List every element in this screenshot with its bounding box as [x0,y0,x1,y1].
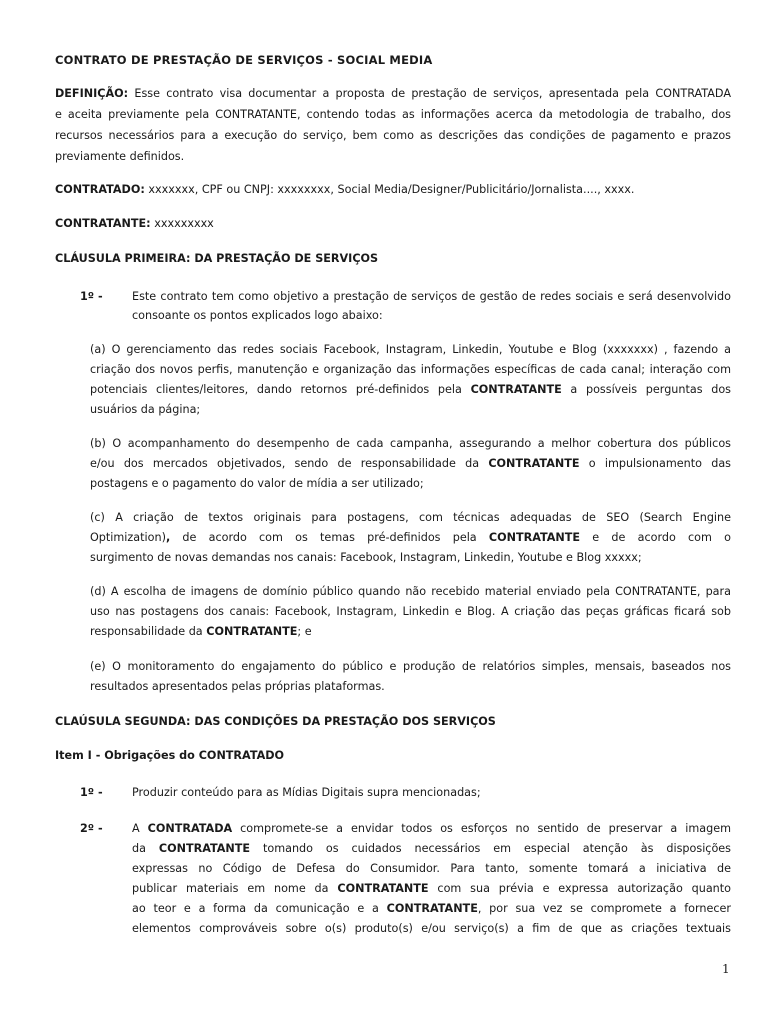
clausula2-item1-number: 1º - [80,786,103,799]
page-number: 1 [722,962,730,976]
item2-l2-text-end: tomando os cuidados necessários em especial atenção às disposições [250,842,732,855]
document-title: CONTRATO DE PRESTAÇÃO DE SERVIÇOS - SOCIAL MEDIA [55,53,433,67]
item-c-comma: , [165,531,171,544]
item-b-text: e/ou dos mercados objetivados, sendo de responsabilidade da [90,457,489,470]
item-d-line-3 [90,621,731,642]
item-a-line-1: (a) O gerenciamento das redes sociais Facebook, Instagram, Linkedin, Youtube e Blog (xxxxxxx) , fazendo a [90,343,731,356]
clausula1-intro-line-2: consoante os pontos explicados logo abaixo: [132,309,383,322]
item2-l4-text-end: com sua prévia e expressa autorização quanto [428,882,732,895]
item2-l4-text: publicar materiais em nome da [132,882,338,895]
item-c-line-3: surgimento de novas demandas nos canais: Facebook, Instagram, Linkedin, Youtube e Blog xxxxx; [90,551,642,564]
item-a-text: potenciais clientes/leitores, dando retornos pré-definidos pela [90,383,471,396]
clausula-primeira-title: CLÁUSULA PRIMEIRA: DA PRESTAÇÃO DE SERVIÇOS [55,252,379,265]
clausula1-intro-line-1: Este contrato tem como objetivo a prestação de serviços de gestão de redes sociais e será desenvolvido [132,290,731,303]
contratante-text: xxxxxxxxx [154,217,214,230]
item-i-heading: Item I - Obrigações do CONTRATADO [55,749,285,762]
item-a-line-4: usuários da página; [90,403,201,416]
item2-l5-contratante: CONTRATANTE [386,902,478,915]
item-a-contratante: CONTRATANTE [470,383,562,396]
item-c-text-end: e de acordo com o [580,531,731,544]
clausula2-item2-number: 2º - [80,822,103,835]
item-c-text: Optimization) [90,531,166,544]
item-c-line-1: (c) A criação de textos originais para postagens, com técnicas adequadas de SEO (Search Engine [90,511,731,524]
item-a-line-3 [90,379,731,400]
clausula2-item2-line-1 [132,818,731,839]
contratante-label: CONTRATANTE: [55,217,151,230]
item-c-contratante: CONTRATANTE [488,531,581,544]
item-d-line-1: (d) A escolha de imagens de domínio público quando não recebido material enviado pela CONTRATANTE, para [90,585,731,598]
definicao-label: DEFINIÇÃO: [55,87,129,100]
item-b-contratante: CONTRATANTE [488,457,580,470]
item2-contratada: CONTRATADA [147,822,233,835]
definicao-text: Esse contrato visa documentar a proposta de prestação de serviços, apresentada pela CONTRATADA [134,87,731,100]
definicao-line-2: e aceita previamente pela CONTRATANTE, contendo todas as informações acerca da metodologia de trabalho, dos [55,108,731,121]
item2-l5-text-end: , por sua vez se compromete a fornecer [477,902,732,915]
clausula2-item2-line-6: elementos comprováveis sobre o(s) produto(s) e/ou serviço(s) a fim de que as criações textuais [132,922,731,935]
contratado-text: xxxxxxx, CPF ou CNPJ: xxxxxxxx, Social Media/Designer/Publicitário/Jornalista...., xxxx. [148,183,635,196]
item2-l2-contratante: CONTRATANTE [158,842,251,855]
definicao-line-3: recursos necessários para a execução do serviço, bem como as descrições das condições de pagamento e prazos [55,129,731,142]
item2-text-end: compromete-se a envidar todos os esforços no sentido de preservar a imagem [232,822,731,835]
item-a-line-2: criação dos novos perfis, manutenção e organização das informações específicas de cada canal; interação com [90,363,731,376]
contratado-line [55,179,731,200]
clausula2-item2-line-5 [132,898,731,919]
item-c-line-2 [90,527,731,548]
item-c-text-mid: de acordo com os temas pré-definidos pela [170,531,489,544]
item2-l2-text: da [132,842,159,855]
item-b-line-3: postagens e o pagamento do valor de mídia a ser utilizado; [90,477,424,490]
definicao-line-1 [55,83,731,104]
clausula1-item-number: 1º - [80,290,103,303]
clausula2-item2-line-3: expressas no Código de Defesa do Consumidor. Para tanto, somente tomará a iniciativa de [132,862,731,875]
item2-l4-contratante: CONTRATANTE [337,882,429,895]
clausula2-item2-line-4 [132,878,731,899]
contratado-label: CONTRATADO: [55,183,145,196]
item-d-line-2: uso nas postagens dos canais: Facebook, Instagram, Linkedin e Blog. A criação das peças gráficas ficará sob [90,605,731,618]
item-b-line-2 [90,453,731,474]
definicao-line-4: previamente definidos. [55,150,185,163]
contratante-line [55,213,731,234]
item-b-line-1: (b) O acompanhamento do desempenho de cada campanha, assegurando a melhor cobertura dos públicos [90,437,731,450]
item2-l5-text: ao teor e a forma da comunicação e a [132,902,387,915]
item-b-text-end: o impulsionamento das [579,457,731,470]
item2-text: A [132,822,148,835]
item-d-text-end: ; e [297,625,312,638]
clausula2-item1-text: Produzir conteúdo para as Mídias Digitais supra mencionadas; [132,786,481,799]
item-a-text-end: a possíveis perguntas dos [561,383,731,396]
clausula-segunda-title: CLAÚSULA SEGUNDA: DAS CONDIÇÕES DA PRESTAÇÃO DOS SERVIÇOS [55,715,496,728]
item-e-line-1: (e) O monitoramento do engajamento do público e produção de relatórios simples, mensais, baseados nos [90,660,731,673]
item-d-contratante: CONTRATANTE [206,625,298,638]
clausula2-item2-line-2 [132,838,731,859]
item-e-line-2: resultados apresentados pelas próprias plataformas. [90,680,385,693]
item-d-text: responsabilidade da [90,625,207,638]
